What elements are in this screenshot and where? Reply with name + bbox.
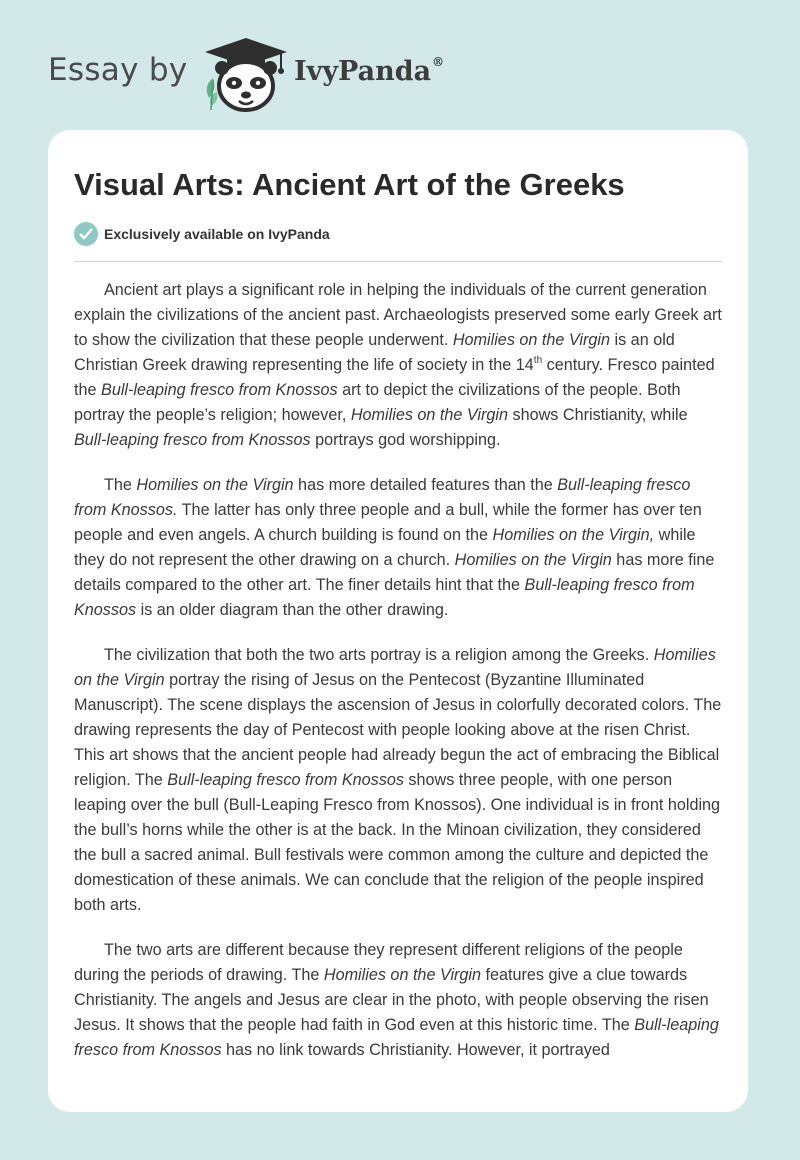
brand-name[interactable] <box>294 55 444 87</box>
badge-text: Exclusively available on IvyPanda <box>104 226 330 242</box>
paragraph-text: shows three people, with one person leaping over the bull (Bull-Leaping Fresco from Knossos). One individual is in front holding the bull’s horns while the other is at the back. In the Minoan civilization, they considered the bull a sacred animal. Bull festivals were common among the culture and depicted the domestication of these animals. We can conclude that the religion of the people inspired both arts. <box>74 771 721 914</box>
paragraph-text: portrays god worshipping. <box>310 431 501 449</box>
paragraph-text: The civilization that both the two arts portray is a religion among the Greeks. <box>104 646 654 664</box>
paragraph-text: has more fine details compared to the other art. The finer details hint that the <box>74 551 715 594</box>
essay-paragraph <box>74 643 724 918</box>
italic-title-text: Bull-leaping fresco from Knossos <box>74 1016 719 1059</box>
paragraph-text: is an older diagram than the other drawing. <box>136 601 449 619</box>
italic-title-text: Homilies on the Virgin, <box>492 526 655 544</box>
paragraph-text: century. Fresco painted the <box>74 356 715 399</box>
paragraph-text: portray the rising of Jesus on the Pentecost (Byzantine Illuminated Manuscript). The scene displays the ascension of Jesus in colorfully decorated colors. The drawing represents the day of Pentecost with people looking above at the risen Christ. This art shows that the ancient people had already begun the act of embracing the Biblical religion. The <box>74 671 722 789</box>
essay-paragraph <box>74 278 724 453</box>
paragraph-text: while they do not represent the other drawing on a church. <box>74 526 696 569</box>
paragraph-text: has no link towards Christianity. However, it portrayed <box>221 1041 610 1059</box>
divider <box>74 261 722 262</box>
superscript-text: th <box>533 355 543 366</box>
exclusive-badge <box>74 222 330 246</box>
panda-graduate-icon[interactable] <box>201 36 291 116</box>
paragraph-text: Ancient art plays a significant role in helping the individuals of the current generation explain the civilizations of the ancient past. Archaeologists preserved some early Greek art to show the civilization that these people underwent. <box>74 281 722 349</box>
italic-title-text: Bull-leaping fresco from Knossos <box>74 576 695 619</box>
essay-paragraph <box>74 938 724 1063</box>
paragraph-text: The latter has only three people and a bull, while the former has over ten people and even angels. A church building is found on the <box>74 501 702 544</box>
italic-title-text: Bull-leaping fresco from Knossos <box>101 381 338 399</box>
italic-title-text: Homilies on the Virgin <box>136 476 294 494</box>
italic-title-text: Homilies on the Virgin <box>452 331 610 349</box>
paragraph-text: The <box>104 476 137 494</box>
paragraph-text: has more detailed features than the <box>293 476 558 494</box>
check-circle-icon <box>74 222 98 246</box>
paragraph-text: art to depict the civilizations of the people. Both portray the people’s religion; however, <box>74 381 681 424</box>
italic-title-text: Bull-leaping fresco from Knossos <box>167 771 404 789</box>
paragraph-text: is an old Christian Greek drawing representing the life of society in the 14 <box>74 331 675 374</box>
italic-title-text: Homilies on the Virgin <box>454 551 612 569</box>
italic-title-text: Homilies on the Virgin <box>323 966 482 984</box>
brand-text: IvyPanda <box>294 56 432 87</box>
essay-by-label: Essay by <box>48 52 188 88</box>
italic-title-text: Bull-leaping fresco from Knossos <box>74 431 311 449</box>
italic-title-text: Bull-leaping fresco from Knossos. <box>74 476 691 519</box>
site-header <box>48 30 548 110</box>
italic-title-text: Homilies on the Virgin <box>74 646 716 689</box>
paragraph-text: shows Christianity, while <box>508 406 688 424</box>
essay-body <box>74 278 724 1083</box>
essay-paragraph <box>74 473 724 623</box>
page-title: Visual Arts: Ancient Art of the Greeks <box>74 167 625 202</box>
paragraph-text: features give a clue towards Christianity. The angels and Jesus are clear in the photo, with people observing the risen Jesus. It shows that the people had faith in God even at this historic time. The <box>74 966 709 1034</box>
paragraph-text: The two arts are different because they represent different religions of the people during the periods of drawing. The <box>74 941 683 984</box>
registered-mark: ® <box>432 55 445 69</box>
italic-title-text: Homilies on the Virgin <box>350 406 509 424</box>
essay-card <box>48 130 748 1112</box>
